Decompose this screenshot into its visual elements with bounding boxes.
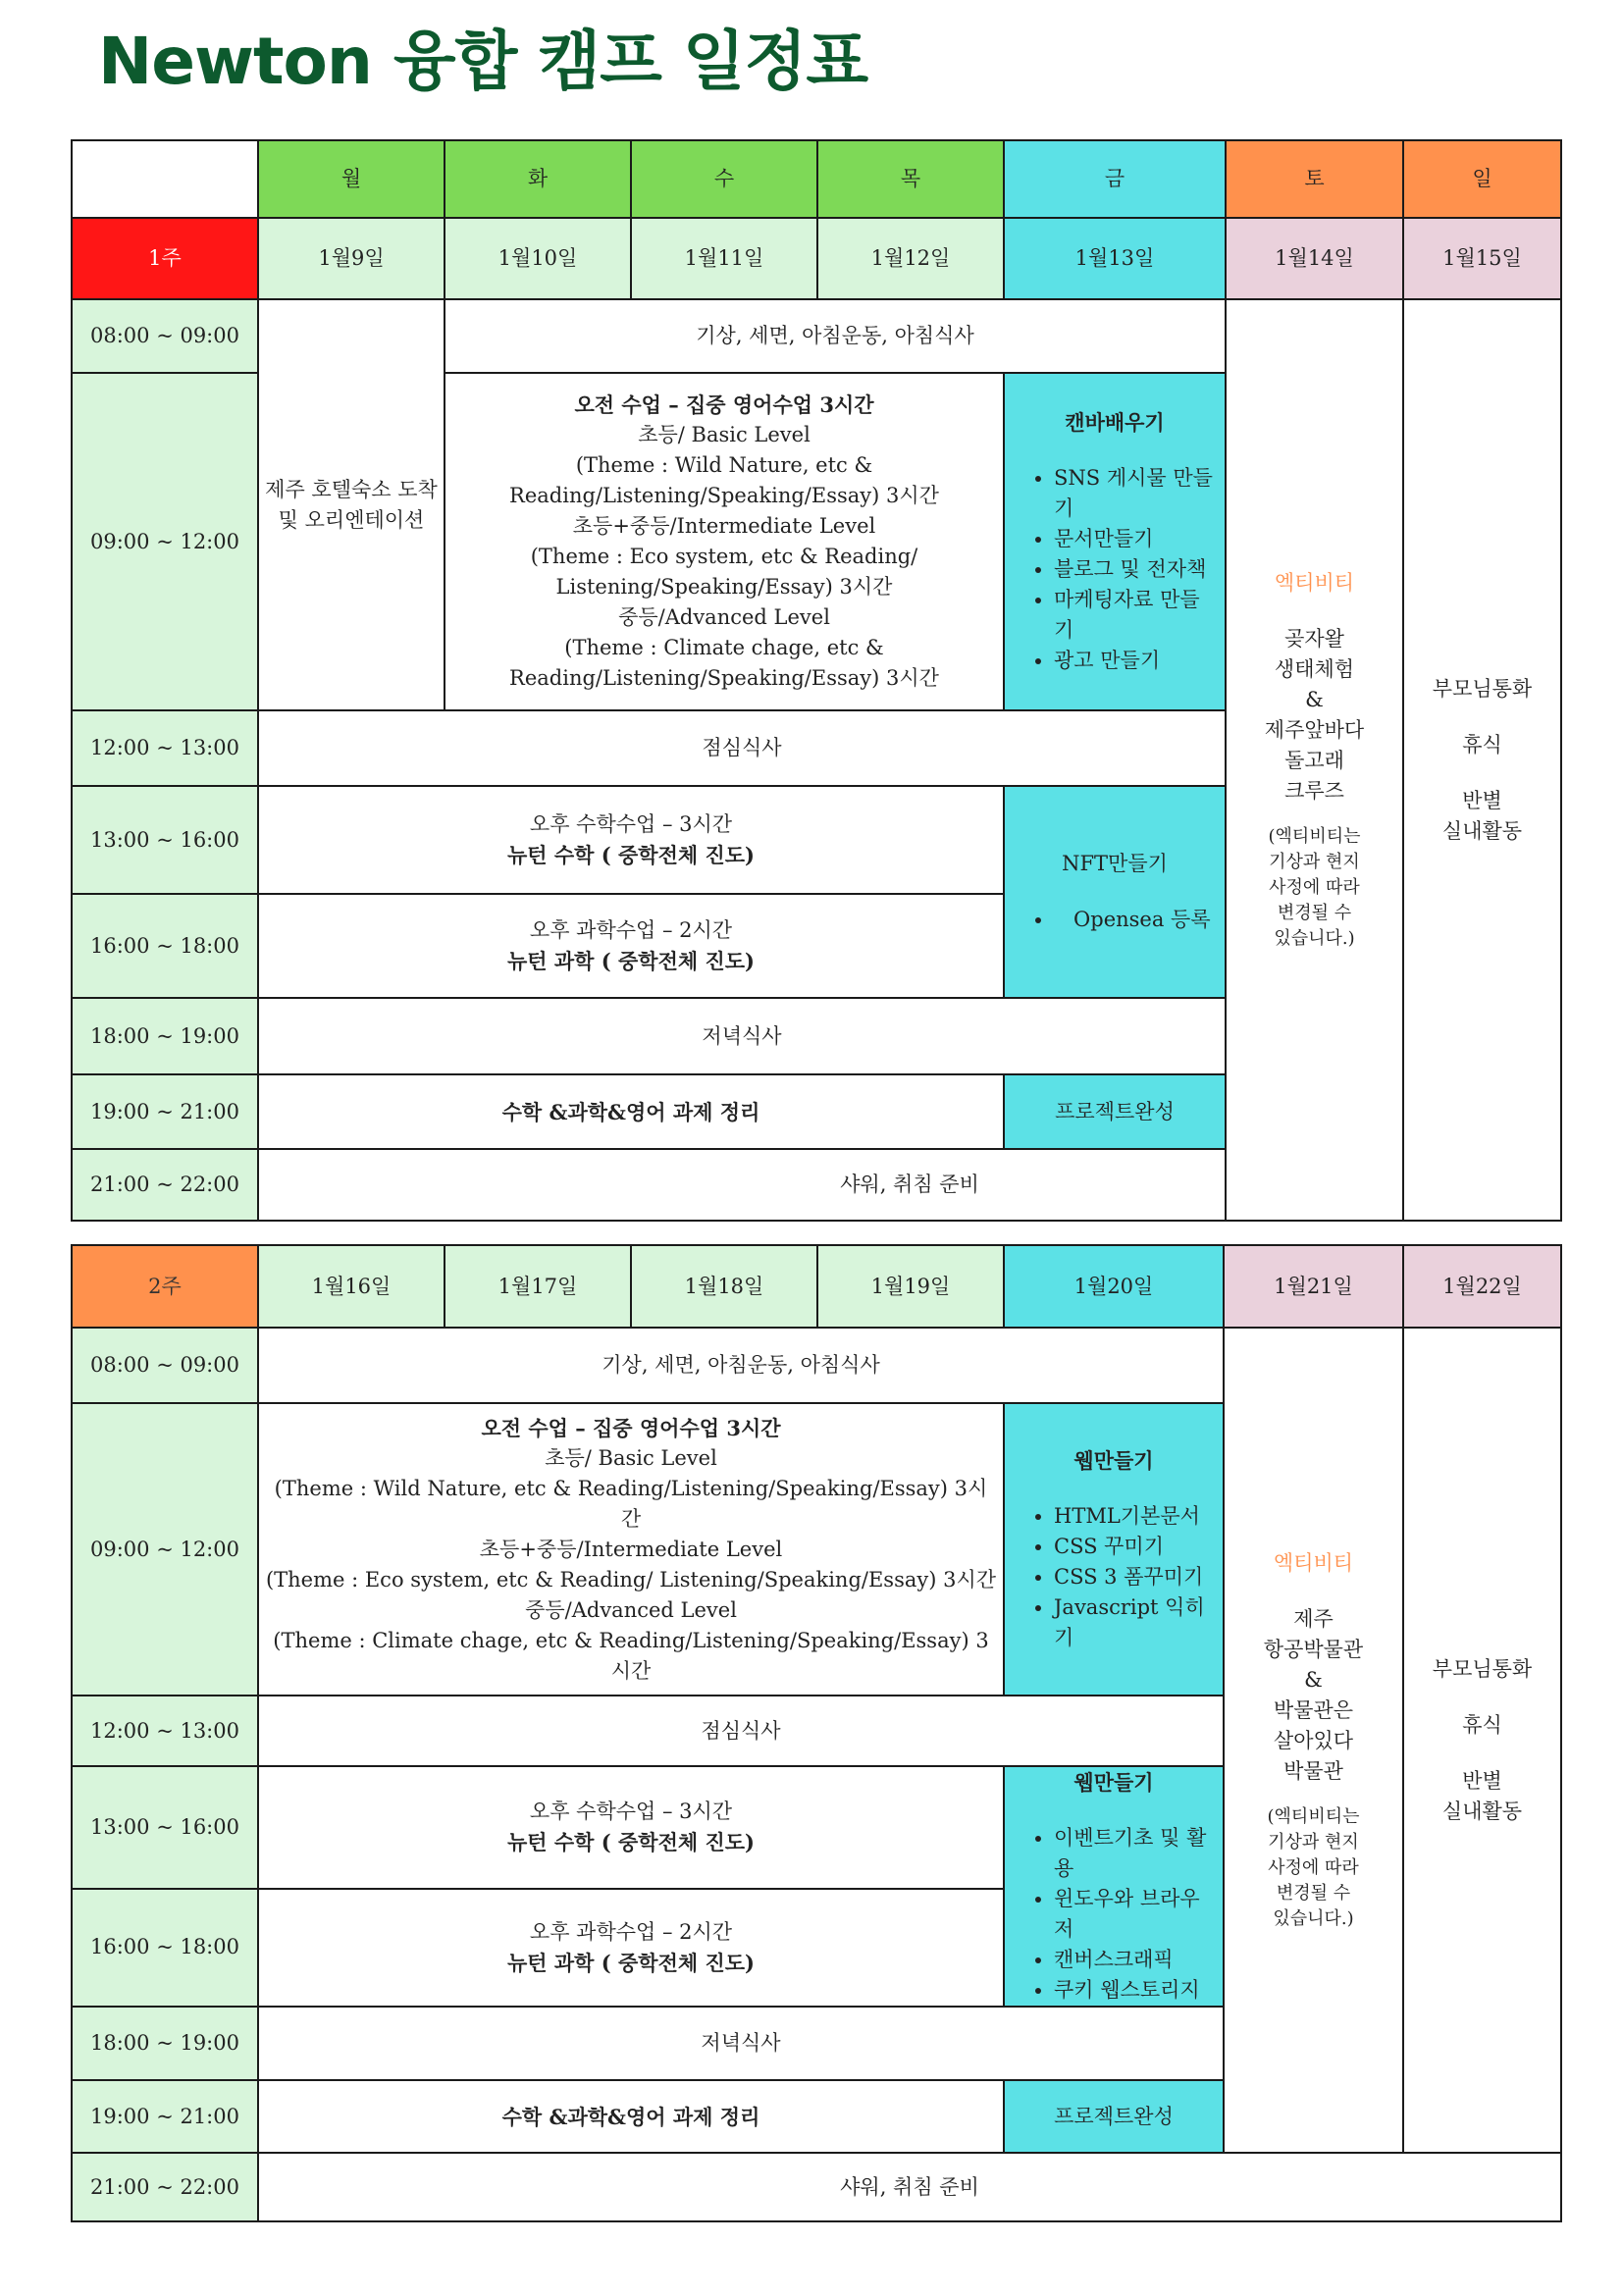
- day-tue: 화: [445, 140, 631, 218]
- activity-note-line: 기상과 현지: [1269, 852, 1360, 872]
- bedtime-cell: 샤워, 취침 준비: [258, 1149, 1561, 1221]
- sunday-line: 휴식: [1462, 732, 1502, 757]
- friday-am-title: 웹만들기: [1073, 1448, 1154, 1473]
- saturday-activity-cell: [1224, 1328, 1403, 2153]
- activity-line: 곶자왈: [1284, 627, 1344, 651]
- schedule-row: [72, 2153, 1561, 2221]
- list-item: • Javascript 익히기: [1054, 1592, 1217, 1653]
- friday-pm-list: [1011, 905, 1219, 935]
- review-cell: 수학 &과학&영어 과제 정리: [258, 1074, 1004, 1149]
- activity-line: 크루즈: [1284, 779, 1344, 803]
- math-class-sub: 뉴턴 수학 ( 중학전체 진도): [507, 843, 755, 867]
- header-blank-cell: [72, 140, 258, 218]
- activity-note-line: 사정에 따라: [1268, 1857, 1359, 1878]
- day-sun: 일: [1403, 140, 1561, 218]
- date-wed: 1월18일: [631, 1245, 817, 1328]
- dinner-cell: 저녁식사: [258, 998, 1226, 1074]
- morning-routine-cell: 기상, 세면, 아침운동, 아침식사: [445, 299, 1226, 373]
- time-slot: 21:00 ~ 22:00: [72, 1149, 258, 1221]
- level-advanced: 중등/Advanced Level: [618, 605, 830, 629]
- list-item: [1054, 905, 1219, 935]
- activity-line: 제주: [1293, 1607, 1334, 1631]
- theme-line: (Theme : Wild Nature, etc &: [575, 453, 873, 477]
- activity-note-line: 기상과 현지: [1268, 1832, 1359, 1852]
- time-slot: 18:00 ~ 19:00: [72, 2007, 258, 2080]
- date-fri: 1월13일: [1004, 218, 1226, 299]
- page-title: Newton 융합 캠프 일정표: [98, 24, 868, 99]
- schedule-row: [72, 299, 1561, 373]
- activity-note-line: (엑티비티는: [1267, 1806, 1360, 1827]
- week2-schedule-table: [71, 1244, 1562, 2222]
- time-slot: 09:00 ~ 12:00: [72, 373, 258, 710]
- theme-line: (Theme : Eco system, etc & Reading/: [530, 545, 918, 568]
- date-tue: 1월17일: [445, 1245, 631, 1328]
- activity-note-line: 있습니다.): [1273, 1908, 1354, 1929]
- math-class-title: 오후 수학수업 – 3시간: [529, 1800, 733, 1824]
- sunday-line: 실내활동: [1441, 818, 1523, 843]
- science-class-sub: 뉴턴 과학 ( 중학전체 진도): [507, 949, 755, 973]
- time-slot: 16:00 ~ 18:00: [72, 894, 258, 998]
- time-slot: 21:00 ~ 22:00: [72, 2153, 258, 2221]
- theme-line: Reading/Listening/Speaking/Essay) 3시간: [509, 484, 939, 507]
- activity-line: 살아있다: [1273, 1729, 1354, 1752]
- friday-afternoon-cell: [1004, 1766, 1224, 2007]
- math-class-cell: [258, 1766, 1004, 1889]
- activity-label: 엑티비티: [1274, 571, 1355, 595]
- schedule-row: [72, 1149, 1561, 1221]
- activity-note-line: (엑티비티는: [1268, 826, 1361, 847]
- activity-label: 엑티비티: [1273, 1551, 1354, 1575]
- list-item: • SNS 게시물 만들기: [1054, 463, 1219, 524]
- list-item: • 윈도우와 브라우저: [1054, 1884, 1217, 1945]
- list-item: • HTML기본문서: [1054, 1501, 1217, 1532]
- date-sat: 1월21일: [1224, 1245, 1403, 1328]
- date-fri: 1월20일: [1004, 1245, 1224, 1328]
- list-item: • 이벤트기초 및 활용: [1054, 1823, 1217, 1884]
- sunday-line: 부모님통화: [1432, 1656, 1533, 1681]
- sunday-line: 실내활동: [1441, 1799, 1523, 1823]
- date-row: [72, 1245, 1561, 1328]
- day-thu: 목: [817, 140, 1004, 218]
- day-fri: 금: [1004, 140, 1226, 218]
- time-slot: 08:00 ~ 09:00: [72, 299, 258, 373]
- time-slot: 13:00 ~ 16:00: [72, 1766, 258, 1889]
- theme-line: (Theme : Wild Nature, etc & Reading/Listening/Speaking/Essay) 3시간: [274, 1476, 988, 1531]
- time-slot: 12:00 ~ 13:00: [72, 1696, 258, 1766]
- math-class-cell: [258, 786, 1004, 894]
- sunday-line: 반별: [1462, 788, 1502, 812]
- activity-line: 박물관은: [1273, 1698, 1354, 1722]
- sunday-cell: [1403, 1328, 1561, 2153]
- project-cell: 프로젝트완성: [1004, 2080, 1224, 2153]
- morning-class-cell: [445, 373, 1004, 710]
- list-item: • 캔버스크래픽: [1054, 1945, 1217, 1975]
- morning-class-title: 오전 수업 – 집중 영어수업 3시간: [574, 392, 874, 417]
- arrival-line: 제주 호텔숙소 도착: [265, 477, 438, 501]
- time-slot: 16:00 ~ 18:00: [72, 1889, 258, 2008]
- friday-am-list: [1011, 463, 1219, 676]
- activity-line: 돌고래: [1284, 749, 1344, 772]
- time-slot: 13:00 ~ 16:00: [72, 786, 258, 894]
- day-mon: 월: [258, 140, 445, 218]
- friday-pm-title: 웹만들기: [1073, 1770, 1154, 1795]
- list-item: • 블로그 및 전자책: [1054, 554, 1219, 585]
- morning-class-title: 오전 수업 – 집중 영어수업 3시간: [481, 1415, 781, 1440]
- science-class-title: 오후 과학수업 – 2시간: [529, 1919, 733, 1944]
- activity-line: 제주앞바다: [1264, 718, 1365, 742]
- list-item: • CSS 3 폼꾸미기: [1054, 1562, 1217, 1592]
- activity-note-line: 변경될 수: [1276, 1883, 1351, 1904]
- date-mon: 1월9일: [258, 218, 445, 299]
- review-cell: 수학 &과학&영어 과제 정리: [258, 2080, 1004, 2153]
- date-row: [72, 218, 1561, 299]
- schedule-row: [72, 1328, 1561, 1403]
- friday-am-list: [1011, 1501, 1217, 1653]
- activity-note-line: 사정에 따라: [1269, 877, 1360, 898]
- date-mon: 1월16일: [258, 1245, 445, 1328]
- math-class-sub: 뉴턴 수학 ( 중학전체 진도): [507, 1830, 755, 1855]
- science-class-cell: [258, 894, 1004, 998]
- science-class-title: 오후 과학수업 – 2시간: [529, 918, 733, 942]
- time-slot: 12:00 ~ 13:00: [72, 710, 258, 786]
- list-item: • 광고 만들기: [1054, 646, 1219, 676]
- list-item-text: Opensea 등록: [1073, 908, 1211, 931]
- bedtime-cell: 샤워, 취침 준비: [258, 2153, 1561, 2221]
- week-label: 2주: [72, 1245, 258, 1328]
- friday-afternoon-cell: [1004, 786, 1226, 998]
- level-advanced: 중등/Advanced Level: [525, 1597, 737, 1622]
- friday-morning-cell: [1004, 373, 1226, 710]
- week-label: 1주: [72, 218, 258, 299]
- project-cell: 프로젝트완성: [1004, 1074, 1226, 1149]
- science-class-cell: [258, 1889, 1004, 2008]
- morning-class-cell: [258, 1403, 1004, 1696]
- date-wed: 1월11일: [631, 218, 817, 299]
- time-slot: 19:00 ~ 21:00: [72, 2080, 258, 2153]
- dinner-cell: 저녁식사: [258, 2007, 1224, 2080]
- date-thu: 1월19일: [817, 1245, 1004, 1328]
- date-tue: 1월10일: [445, 218, 631, 299]
- date-sat: 1월14일: [1226, 218, 1403, 299]
- sunday-line: 부모님통화: [1432, 676, 1533, 701]
- friday-pm-list: [1011, 1823, 1217, 2006]
- activity-line: &: [1305, 688, 1324, 711]
- date-sun: 1월15일: [1403, 218, 1561, 299]
- science-class-sub: 뉴턴 과학 ( 중학전체 진도): [507, 1950, 755, 1975]
- date-sun: 1월22일: [1403, 1245, 1561, 1328]
- day-wed: 수: [631, 140, 817, 218]
- theme-line: Reading/Listening/Speaking/Essay) 3시간: [509, 666, 939, 690]
- lunch-cell: 점심식사: [258, 1696, 1224, 1766]
- lunch-cell: 점심식사: [258, 710, 1226, 786]
- level-basic: 초등/ Basic Level: [545, 1445, 717, 1470]
- list-item: • CSS 꾸미기: [1054, 1532, 1217, 1562]
- arrival-cell: [258, 299, 445, 710]
- activity-line: &: [1304, 1668, 1323, 1692]
- level-intermediate: 초등+중등/Intermediate Level: [479, 1537, 783, 1561]
- time-slot: 19:00 ~ 21:00: [72, 1074, 258, 1149]
- theme-line: Listening/Speaking/Essay) 3시간: [555, 575, 893, 599]
- theme-line: (Theme : Climate chage, etc &: [564, 636, 884, 659]
- theme-line: (Theme : Eco system, etc & Reading/ Listening/Speaking/Essay) 3시간: [265, 1567, 997, 1592]
- activity-line: 생태체험: [1274, 657, 1355, 681]
- activity-line: 박물관: [1283, 1759, 1343, 1783]
- activity-line: 항공박물관: [1263, 1638, 1364, 1661]
- time-slot: 18:00 ~ 19:00: [72, 998, 258, 1074]
- time-slot: 08:00 ~ 09:00: [72, 1328, 258, 1403]
- list-item: • 쿠키 웹스토리지: [1054, 1975, 1217, 2006]
- activity-note-line: 변경될 수: [1277, 903, 1352, 923]
- activity-note-line: 있습니다.): [1274, 928, 1355, 949]
- week1-schedule-table: [71, 139, 1562, 1222]
- theme-line: (Theme : Climate chage, etc & Reading/Listening/Speaking/Essay) 3시간: [273, 1628, 989, 1683]
- level-intermediate: 초등+중등/Intermediate Level: [572, 514, 876, 538]
- date-thu: 1월12일: [817, 218, 1004, 299]
- friday-pm-title: NFT만들기: [1062, 852, 1168, 875]
- time-slot: 09:00 ~ 12:00: [72, 1403, 258, 1696]
- sunday-line: 휴식: [1462, 1712, 1502, 1737]
- sunday-cell: [1403, 299, 1561, 1221]
- math-class-title: 오후 수학수업 – 3시간: [529, 812, 733, 836]
- day-sat: 토: [1226, 140, 1403, 218]
- list-item: • 문서만들기: [1054, 524, 1219, 554]
- morning-routine-cell: 기상, 세면, 아침운동, 아침식사: [258, 1328, 1224, 1403]
- friday-am-title: 캔바배우기: [1065, 410, 1165, 435]
- sunday-line: 반별: [1462, 1768, 1502, 1793]
- list-item: • 마케팅자료 만들기: [1054, 585, 1219, 646]
- arrival-line: 및 오리엔테이션: [278, 507, 425, 532]
- friday-morning-cell: [1004, 1403, 1224, 1696]
- saturday-activity-cell: [1226, 299, 1403, 1221]
- day-header-row: [72, 140, 1561, 218]
- level-basic: 초등/ Basic Level: [638, 423, 811, 446]
